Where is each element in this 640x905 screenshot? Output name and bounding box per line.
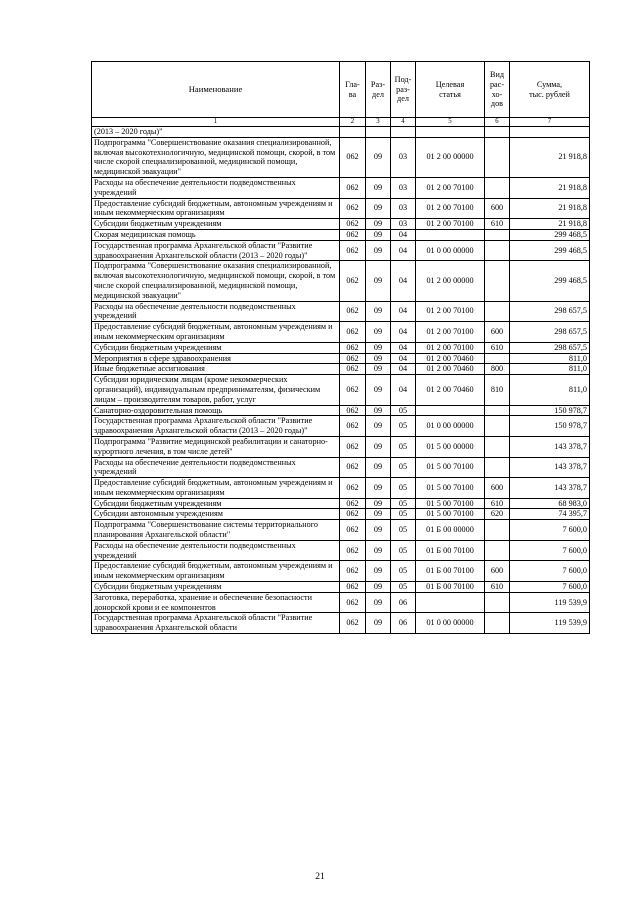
row-razdel bbox=[366, 127, 391, 138]
row-expense-type bbox=[485, 436, 510, 457]
table-row bbox=[92, 301, 590, 322]
row-target-article: 01 2 00 70460 bbox=[416, 364, 485, 375]
row-name: Субсидии бюджетным учреждениям bbox=[92, 219, 340, 230]
row-glava: 062 bbox=[340, 520, 366, 541]
row-razdel: 09 bbox=[366, 229, 391, 240]
row-glava: 062 bbox=[340, 219, 366, 230]
row-glava: 062 bbox=[340, 137, 366, 177]
row-target-article: 01 2 00 70100 bbox=[416, 301, 485, 322]
row-target-article bbox=[416, 229, 485, 240]
row-razdel: 09 bbox=[366, 498, 391, 509]
column-index: 4 bbox=[391, 118, 416, 127]
table-row bbox=[92, 198, 590, 219]
row-podrazdel: 04 bbox=[391, 240, 416, 261]
row-podrazdel: 03 bbox=[391, 137, 416, 177]
row-expense-type: 620 bbox=[485, 509, 510, 520]
row-amount: 7 600,0 bbox=[510, 582, 590, 593]
table-row bbox=[92, 137, 590, 177]
row-glava: 062 bbox=[340, 478, 366, 499]
row-razdel: 09 bbox=[366, 177, 391, 198]
row-glava: 062 bbox=[340, 592, 366, 613]
row-podrazdel: 05 bbox=[391, 457, 416, 478]
row-amount: 299 468,5 bbox=[510, 240, 590, 261]
row-razdel: 09 bbox=[366, 342, 391, 353]
row-amount: 21 918,8 bbox=[510, 198, 590, 219]
row-podrazdel: 05 bbox=[391, 540, 416, 561]
row-amount: 150 978,7 bbox=[510, 405, 590, 416]
row-podrazdel: 04 bbox=[391, 301, 416, 322]
table-row bbox=[92, 592, 590, 613]
row-name: Государственная программа Архангельской области "Развитие здравоохранения Архангельской области (2013 – 2020 годы)" bbox=[92, 416, 340, 437]
row-expense-type: 800 bbox=[485, 364, 510, 375]
table-row bbox=[92, 520, 590, 541]
row-podrazdel: 05 bbox=[391, 478, 416, 499]
row-podrazdel: 05 bbox=[391, 436, 416, 457]
row-target-article bbox=[416, 127, 485, 138]
row-target-article: 01 5 00 70100 bbox=[416, 478, 485, 499]
row-target-article: 01 2 00 70100 bbox=[416, 177, 485, 198]
header-podrazdel: Под- раз- дел bbox=[391, 62, 416, 118]
row-name: Иные бюджетные ассигнования bbox=[92, 364, 340, 375]
header-target-article: Целевая статья bbox=[416, 62, 485, 118]
row-name: Субсидии автономным учреждениям bbox=[92, 509, 340, 520]
row-expense-type bbox=[485, 520, 510, 541]
row-amount: 143 378,7 bbox=[510, 457, 590, 478]
row-name: Подпрограмма "Развитие медицинской реабилитации и санаторно-курортного лечения, в том числе детей" bbox=[92, 436, 340, 457]
row-razdel: 09 bbox=[366, 582, 391, 593]
row-name: Санаторно-оздоровительная помощь bbox=[92, 405, 340, 416]
table-row bbox=[92, 509, 590, 520]
row-target-article bbox=[416, 592, 485, 613]
row-target-article: 01 2 00 70460 bbox=[416, 353, 485, 364]
row-glava: 062 bbox=[340, 198, 366, 219]
row-expense-type bbox=[485, 261, 510, 301]
row-podrazdel: 04 bbox=[391, 364, 416, 375]
row-razdel: 09 bbox=[366, 353, 391, 364]
row-razdel: 09 bbox=[366, 416, 391, 437]
table-row bbox=[92, 229, 590, 240]
table-row bbox=[92, 613, 590, 634]
header-expense-type: Вид рас- хо- дов bbox=[485, 62, 510, 118]
row-amount: 298 657,5 bbox=[510, 342, 590, 353]
column-index: 6 bbox=[485, 118, 510, 127]
table-row bbox=[92, 416, 590, 437]
header-amount: Сумма, тыс. рублей bbox=[510, 62, 590, 118]
row-podrazdel: 04 bbox=[391, 229, 416, 240]
row-razdel: 09 bbox=[366, 261, 391, 301]
row-amount: 150 978,7 bbox=[510, 416, 590, 437]
table-row bbox=[92, 478, 590, 499]
table-header-row bbox=[92, 62, 590, 118]
row-expense-type: 600 bbox=[485, 198, 510, 219]
row-podrazdel: 05 bbox=[391, 509, 416, 520]
row-glava: 062 bbox=[340, 342, 366, 353]
row-glava: 062 bbox=[340, 375, 366, 405]
table-row bbox=[92, 375, 590, 405]
row-name: Предоставление субсидий бюджетным, автономным учреждениям и иным некоммерческим организациям bbox=[92, 561, 340, 582]
header-name: Наименование bbox=[92, 62, 340, 118]
row-name: Расходы на обеспечение деятельности подведомственных учреждений bbox=[92, 457, 340, 478]
row-amount: 7 600,0 bbox=[510, 520, 590, 541]
row-razdel: 09 bbox=[366, 540, 391, 561]
row-amount: 68 983,0 bbox=[510, 498, 590, 509]
row-razdel: 09 bbox=[366, 592, 391, 613]
row-target-article: 01 2 00 00000 bbox=[416, 261, 485, 301]
table-row bbox=[92, 364, 590, 375]
row-glava: 062 bbox=[340, 364, 366, 375]
row-razdel: 09 bbox=[366, 240, 391, 261]
row-podrazdel: 04 bbox=[391, 353, 416, 364]
row-amount: 119 539,9 bbox=[510, 592, 590, 613]
table-body bbox=[92, 127, 590, 634]
row-glava: 062 bbox=[340, 322, 366, 343]
row-expense-type bbox=[485, 540, 510, 561]
row-name: Предоставление субсидий бюджетным, автономным учреждениям и иным некоммерческим организациям bbox=[92, 322, 340, 343]
row-name: Мероприятия в сфере здравоохранения bbox=[92, 353, 340, 364]
row-amount: 74 395,7 bbox=[510, 509, 590, 520]
row-expense-type bbox=[485, 416, 510, 437]
row-glava: 062 bbox=[340, 613, 366, 634]
row-name: Государственная программа Архангельской области "Развитие здравоохранения Архангельской области bbox=[92, 613, 340, 634]
header-glava: Гла- ва bbox=[340, 62, 366, 118]
row-name: Субсидии бюджетным учреждениям bbox=[92, 342, 340, 353]
row-expense-type: 610 bbox=[485, 498, 510, 509]
row-razdel: 09 bbox=[366, 137, 391, 177]
row-podrazdel: 03 bbox=[391, 198, 416, 219]
row-razdel: 09 bbox=[366, 561, 391, 582]
row-amount: 299 468,5 bbox=[510, 229, 590, 240]
row-amount: 298 657,5 bbox=[510, 301, 590, 322]
row-glava: 062 bbox=[340, 457, 366, 478]
row-razdel: 09 bbox=[366, 219, 391, 230]
budget-table bbox=[91, 61, 590, 634]
row-razdel: 09 bbox=[366, 457, 391, 478]
row-expense-type bbox=[485, 177, 510, 198]
row-podrazdel: 04 bbox=[391, 375, 416, 405]
row-target-article: 01 5 00 70100 bbox=[416, 498, 485, 509]
row-expense-type: 610 bbox=[485, 342, 510, 353]
row-amount: 298 657,5 bbox=[510, 322, 590, 343]
table-row bbox=[92, 219, 590, 230]
row-name: Заготовка, переработка, хранение и обеспечение безопасности донорской крови и ее компонентов bbox=[92, 592, 340, 613]
row-glava: 062 bbox=[340, 405, 366, 416]
row-expense-type bbox=[485, 301, 510, 322]
row-amount: 811,0 bbox=[510, 375, 590, 405]
row-target-article: 01 2 00 70460 bbox=[416, 375, 485, 405]
row-name: Расходы на обеспечение деятельности подведомственных учреждений bbox=[92, 540, 340, 561]
row-glava: 062 bbox=[340, 498, 366, 509]
row-glava: 062 bbox=[340, 177, 366, 198]
row-name: Субсидии бюджетным учреждениям bbox=[92, 582, 340, 593]
row-expense-type bbox=[485, 127, 510, 138]
row-podrazdel bbox=[391, 127, 416, 138]
row-expense-type bbox=[485, 592, 510, 613]
row-amount: 21 918,8 bbox=[510, 219, 590, 230]
row-expense-type bbox=[485, 353, 510, 364]
row-amount: 143 378,7 bbox=[510, 436, 590, 457]
row-name: Субсидии юридическим лицам (кроме некоммерческих организаций), индивидуальным предпринимателям, физическим лицам – производителям товаров, работ, услуг bbox=[92, 375, 340, 405]
row-glava: 062 bbox=[340, 229, 366, 240]
column-index: 1 bbox=[92, 118, 340, 127]
row-razdel: 09 bbox=[366, 520, 391, 541]
row-name: Подпрограмма "Совершенствование оказания специализированной, включая высокотехнологичную, медицинской помощи, скорой, в том числе скорой специализированной, медицинской помощи, медицинской эвакуации" bbox=[92, 137, 340, 177]
row-razdel: 09 bbox=[366, 322, 391, 343]
row-razdel: 09 bbox=[366, 436, 391, 457]
row-glava: 062 bbox=[340, 240, 366, 261]
table-row bbox=[92, 177, 590, 198]
row-expense-type: 610 bbox=[485, 582, 510, 593]
row-target-article: 01 Б 00 00000 bbox=[416, 520, 485, 541]
row-amount: 811,0 bbox=[510, 353, 590, 364]
row-target-article bbox=[416, 405, 485, 416]
row-target-article: 01 2 00 70100 bbox=[416, 198, 485, 219]
row-target-article: 01 0 00 00000 bbox=[416, 613, 485, 634]
row-target-article: 01 2 00 00000 bbox=[416, 137, 485, 177]
row-target-article: 01 Б 00 70100 bbox=[416, 561, 485, 582]
row-glava: 062 bbox=[340, 436, 366, 457]
row-expense-type bbox=[485, 240, 510, 261]
row-target-article: 01 2 00 70100 bbox=[416, 219, 485, 230]
table-row bbox=[92, 342, 590, 353]
row-name: Предоставление субсидий бюджетным, автономным учреждениям и иным некоммерческим организациям bbox=[92, 198, 340, 219]
row-name: (2013 – 2020 годы)" bbox=[92, 127, 340, 138]
row-podrazdel: 03 bbox=[391, 219, 416, 230]
table-row bbox=[92, 582, 590, 593]
row-target-article: 01 2 00 70100 bbox=[416, 342, 485, 353]
row-podrazdel: 05 bbox=[391, 582, 416, 593]
row-name: Подпрограмма "Совершенствование системы территориального планирования Архангельской области" bbox=[92, 520, 340, 541]
row-amount: 21 918,8 bbox=[510, 137, 590, 177]
row-target-article: 01 Б 00 70100 bbox=[416, 582, 485, 593]
row-name: Скорая медицинская помощь bbox=[92, 229, 340, 240]
row-amount: 21 918,8 bbox=[510, 177, 590, 198]
row-amount: 7 600,0 bbox=[510, 540, 590, 561]
row-target-article: 01 5 00 70100 bbox=[416, 509, 485, 520]
row-expense-type bbox=[485, 405, 510, 416]
row-amount: 811,0 bbox=[510, 364, 590, 375]
column-index: 2 bbox=[340, 118, 366, 127]
row-razdel: 09 bbox=[366, 478, 391, 499]
column-index: 3 bbox=[366, 118, 391, 127]
row-amount bbox=[510, 127, 590, 138]
table-row bbox=[92, 540, 590, 561]
row-podrazdel: 05 bbox=[391, 416, 416, 437]
row-expense-type bbox=[485, 137, 510, 177]
row-glava: 062 bbox=[340, 540, 366, 561]
row-name: Подпрограмма "Совершенствование оказания специализированной, включая высокотехнологичную, медицинской помощи, скорой, в том числе скорой специализированной, медицинской помощи, медицинской эвакуации" bbox=[92, 261, 340, 301]
row-razdel: 09 bbox=[366, 198, 391, 219]
table-row bbox=[92, 405, 590, 416]
row-expense-type bbox=[485, 457, 510, 478]
row-target-article: 01 2 00 70100 bbox=[416, 322, 485, 343]
row-razdel: 09 bbox=[366, 509, 391, 520]
table-row bbox=[92, 261, 590, 301]
row-name: Расходы на обеспечение деятельности подведомственных учреждений bbox=[92, 301, 340, 322]
row-podrazdel: 06 bbox=[391, 613, 416, 634]
row-podrazdel: 05 bbox=[391, 520, 416, 541]
row-podrazdel: 04 bbox=[391, 261, 416, 301]
row-expense-type bbox=[485, 613, 510, 634]
column-index: 7 bbox=[510, 118, 590, 127]
row-amount: 299 468,5 bbox=[510, 261, 590, 301]
table-row bbox=[92, 353, 590, 364]
row-razdel: 09 bbox=[366, 375, 391, 405]
row-razdel: 09 bbox=[366, 405, 391, 416]
row-target-article: 01 5 00 70100 bbox=[416, 457, 485, 478]
header-razdel: Раз- дел bbox=[366, 62, 391, 118]
table-row bbox=[92, 457, 590, 478]
row-glava: 062 bbox=[340, 416, 366, 437]
row-razdel: 09 bbox=[366, 301, 391, 322]
row-glava: 062 bbox=[340, 301, 366, 322]
column-index-row bbox=[92, 118, 590, 127]
row-name: Государственная программа Архангельской области "Развитие здравоохранения Архангельской области (2013 – 2020 годы)" bbox=[92, 240, 340, 261]
row-glava: 062 bbox=[340, 353, 366, 364]
row-name: Предоставление субсидий бюджетным, автономным учреждениям и иным некоммерческим организациям bbox=[92, 478, 340, 499]
column-index: 5 bbox=[416, 118, 485, 127]
row-glava: 062 bbox=[340, 582, 366, 593]
table-row bbox=[92, 561, 590, 582]
table-row bbox=[92, 436, 590, 457]
row-glava bbox=[340, 127, 366, 138]
row-target-article: 01 0 00 00000 bbox=[416, 416, 485, 437]
row-podrazdel: 05 bbox=[391, 561, 416, 582]
row-amount: 119 539,9 bbox=[510, 613, 590, 634]
row-podrazdel: 04 bbox=[391, 342, 416, 353]
row-target-article: 01 Б 00 70100 bbox=[416, 540, 485, 561]
page-number: 21 bbox=[315, 872, 325, 882]
table-row bbox=[92, 127, 590, 138]
row-podrazdel: 03 bbox=[391, 177, 416, 198]
row-glava: 062 bbox=[340, 561, 366, 582]
row-amount: 143 378,7 bbox=[510, 478, 590, 499]
table-row bbox=[92, 498, 590, 509]
row-razdel: 09 bbox=[366, 613, 391, 634]
row-target-article: 01 5 00 00000 bbox=[416, 436, 485, 457]
table-row bbox=[92, 322, 590, 343]
row-podrazdel: 06 bbox=[391, 592, 416, 613]
row-expense-type: 600 bbox=[485, 322, 510, 343]
table-row bbox=[92, 240, 590, 261]
row-expense-type: 610 bbox=[485, 219, 510, 230]
row-glava: 062 bbox=[340, 509, 366, 520]
row-expense-type: 810 bbox=[485, 375, 510, 405]
row-razdel: 09 bbox=[366, 364, 391, 375]
row-expense-type: 600 bbox=[485, 478, 510, 499]
row-amount: 7 600,0 bbox=[510, 561, 590, 582]
row-name: Субсидии бюджетным учреждениям bbox=[92, 498, 340, 509]
row-podrazdel: 05 bbox=[391, 498, 416, 509]
row-target-article: 01 0 00 00000 bbox=[416, 240, 485, 261]
row-expense-type: 600 bbox=[485, 561, 510, 582]
row-podrazdel: 05 bbox=[391, 405, 416, 416]
row-name: Расходы на обеспечение деятельности подведомственных учреждений bbox=[92, 177, 340, 198]
row-glava: 062 bbox=[340, 261, 366, 301]
row-expense-type bbox=[485, 229, 510, 240]
row-podrazdel: 04 bbox=[391, 322, 416, 343]
